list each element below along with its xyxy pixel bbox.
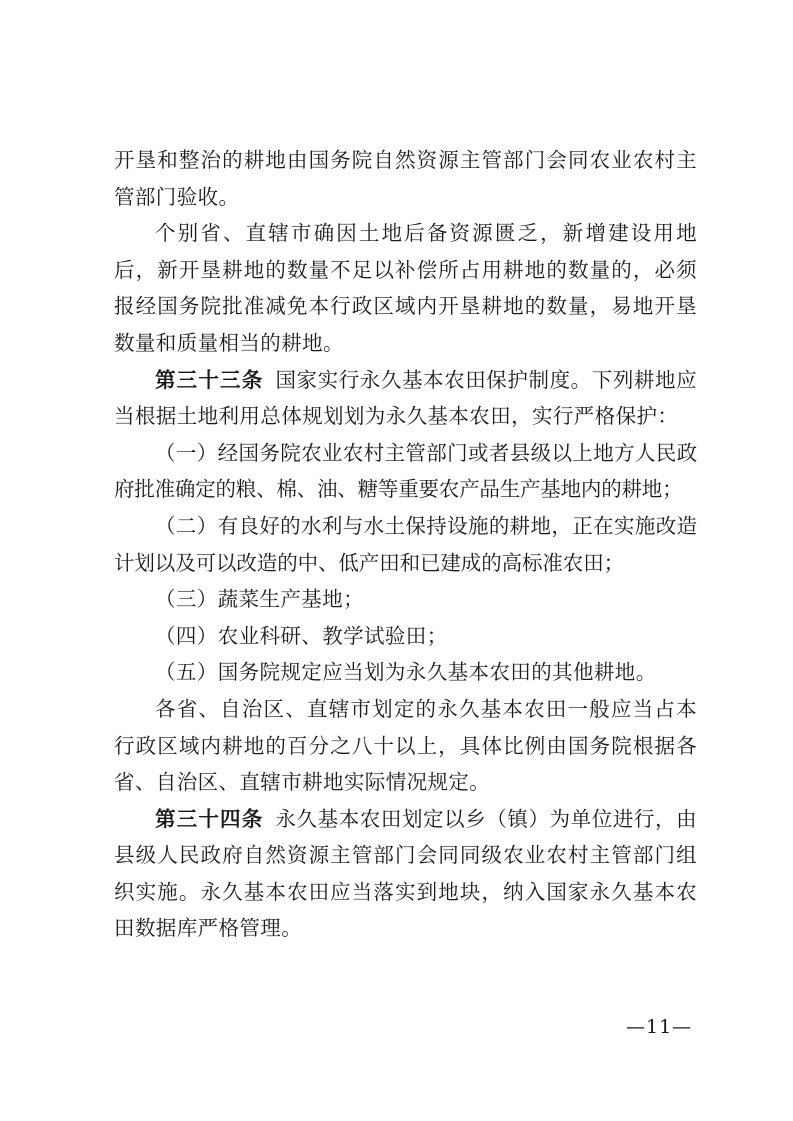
list-item-3: （三）蔬菜生产基地； [155, 587, 364, 612]
document-body [114, 142, 697, 947]
paragraph-acceptance: 开垦和整治的耕地由国务院自然资源主管部门会同农业农村主管部门验收。 [114, 148, 697, 209]
article-34-text: 永久基本农田划定以乡（镇）为单位进行，由县级人民政府自然资源主管部门会同同级农业农村主管部门组织实施。永久基本农田应当落实到地块，纳入国家永久基本农田数据库严格管理。 [114, 806, 697, 941]
list-item-5: （五）国务院规定应当划为永久基本农田的其他耕地。 [155, 660, 657, 685]
paragraph-exemption: 个别省、直辖市确因土地后备资源匮乏，新增建设用地后，新开垦耕地的数量不足以补偿所占用耕地的数量的，必须报经国务院批准减免本行政区域内开垦耕地的数量，易地开垦数量和质量相当的耕地。 [114, 221, 697, 355]
list-item-2: （二）有良好的水利与水土保持设施的耕地，正在实施改造计划以及可以改造的中、低产田和已建成的高标准农田； [114, 513, 697, 575]
article-33-text: 国家实行永久基本农田保护制度。下列耕地应当根据土地利用总体规划划为永久基本农田，实行严格保护： [114, 367, 697, 429]
article-34 [114, 801, 697, 947]
list-item-1: （一）经国务院农业农村主管部门或者县级以上地方人民政府批准确定的粮、棉、油、糖等重要农产品生产基地内的耕地； [114, 440, 697, 502]
paragraph-ratio: 各省、自治区、直辖市划定的永久基本农田一般应当占本行政区域内耕地的百分之八十以上，具体比例由国务院根据各省、自治区、直辖市耕地实际情况规定。 [114, 696, 697, 795]
article-34-number: 第三十四条 [155, 806, 264, 831]
article-33-number: 第三十三条 [155, 367, 264, 392]
page-number: —11— [626, 1016, 693, 1038]
list-item-4: （四）农业科研、教学试验田； [155, 623, 448, 648]
article-33 [114, 362, 697, 435]
